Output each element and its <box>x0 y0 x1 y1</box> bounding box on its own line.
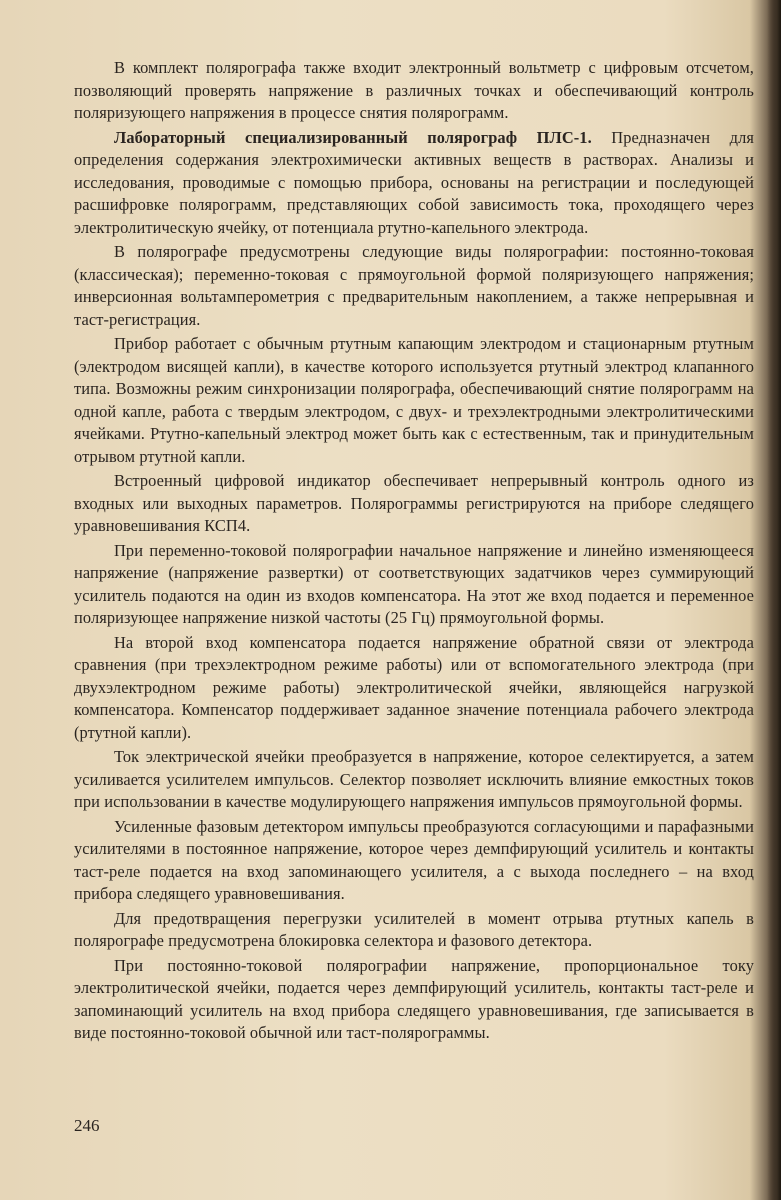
paragraph-text: В комплект полярографа также входит электронный вольтметр с цифровым отсчетом, позволяющий проверять напряжение в различных точках и обеспечивающий контроль поляризующего напряжения в процессе снятия полярограмм. <box>74 58 754 122</box>
paragraph-7 <box>74 632 754 745</box>
paragraph-text: Предназначен для определения содержания электрохимически активных веществ в растворах. Анализы и исследования, проводимые с помощью прибора, основаны на регистрации и последующей расшифровке полярограмм, представляющих собой зависимость тока, проходящего через электролитическую ячейку, от потенциала ртутно-капельного электрода. <box>74 127 754 237</box>
paragraph-text: Усиленные фазовым детектором импульсы преобразуются согласующими и парафазными усилителями в постоянное напряжение, которое через демпфирующий усилитель и контакты таст-реле подается на вход запоминающего усилителя, а с выхода последнего – на вход прибора следящего уравновешивания. <box>74 816 754 903</box>
paragraph-4 <box>74 333 754 468</box>
paragraph-text: Прибор работает с обычным ртутным капающим электродом и стационарным ртутным (электродом висящей капли), в качестве которого используется ртутный электрод клапанного типа. Возможны режим синхронизации полярографа, обеспечивающий снятие полярограмм на одной капле, работа с твердым электродом, с двух- и трехэлектродными электролитическими ячейками. Ртутно-капельный электрод может быть как с естественным, так и принудительным отрывом ртутной капли. <box>74 334 754 466</box>
paragraph-1 <box>74 57 754 125</box>
paragraph-5 <box>74 470 754 538</box>
paragraph-10 <box>74 908 754 953</box>
paragraph-text: Встроенный цифровой индикатор обеспечивает непрерывный контроль одного из входных или выходных параметров. Полярограммы регистрируются на приборе следящего уравновешивания КСП4. <box>74 471 754 535</box>
paragraph-6 <box>74 540 754 630</box>
paragraph-2 <box>74 127 754 240</box>
paragraph-11 <box>74 955 754 1045</box>
section-heading: Лабораторный специализированный полярограф ПЛС-1. <box>114 127 592 147</box>
paragraph-9 <box>74 816 754 906</box>
paragraph-8 <box>74 746 754 814</box>
page-number: 246 <box>74 1116 100 1135</box>
paragraph-text: При постоянно-токовой полярографии напряжение, пропорциональное току электролитической ячейки, подается через демпфирующий усилитель, контакты таст-реле и запоминающий усилитель на вход прибора следящего уравновешивания, где записывается в виде постоянно-токовой обычной или таст-полярограммы. <box>74 955 754 1042</box>
paragraph-text: В полярографе предусмотрены следующие виды полярографии: постоянно-токовая (классическая); переменно-токовая с прямоугольной формой поляризующего напряжения; инверсионная вольтамперометрия с предварительным накоплением, а также непрерывная и таст-регистрация. <box>74 242 754 329</box>
page-body-text <box>74 57 754 1047</box>
paragraph-text: Для предотвращения перегрузки усилителей в момент отрыва ртутных капель в полярографе предусмотрена блокировка селектора и фазового детектора. <box>74 908 754 950</box>
paragraph-text: Ток электрической ячейки преобразуется в напряжение, которое селектируется, а затем усиливается усилителем импульсов. Селектор позволяет исключить влияние емкостных токов при использовании в качестве модулирующего напряжения импульсов прямоугольной формы. <box>74 747 754 811</box>
paragraph-3 <box>74 241 754 331</box>
paragraph-text: При переменно-токовой полярографии начальное напряжение и линейно изменяющееся напряжение (напряжение развертки) от соответствующих задатчиков через суммирующий усилитель подаются на один из входов компенсатора. На этот же вход подается и переменное поляризующее напряжение низкой частоты (25 Гц) прямоугольной формы. <box>74 540 754 627</box>
paragraph-text: На второй вход компенсатора подается напряжение обратной связи от электрода сравнения (при трехэлектродном режиме работы) или от вспомогательного электрода (при двухэлектродном режиме работы) электролитической ячейки, являющейся нагрузкой компенсатора. Компенсатор поддерживает заданное значение потенциала рабочего электрода (ртутной капли). <box>74 632 754 742</box>
